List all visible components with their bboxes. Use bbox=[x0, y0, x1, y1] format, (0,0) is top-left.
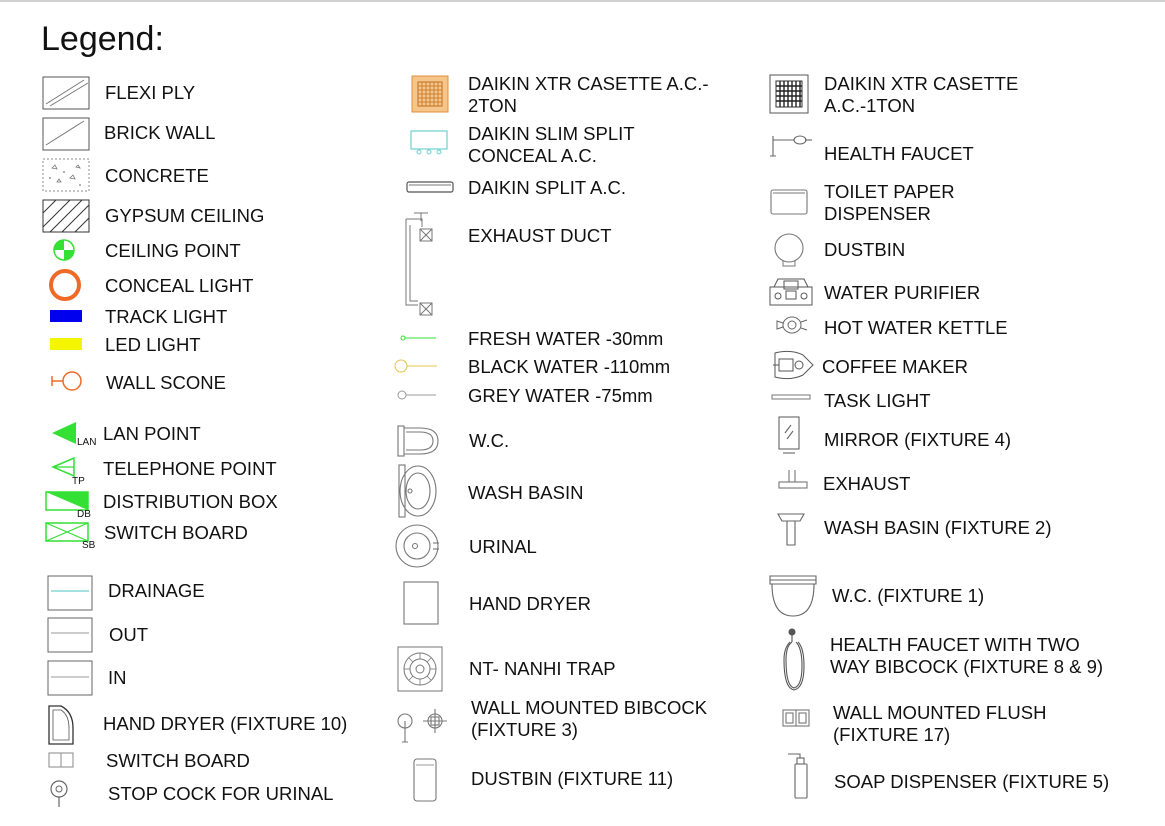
exhaust-duct-icon bbox=[398, 209, 438, 321]
wc-icon bbox=[396, 423, 442, 459]
legend-label: LAN POINT bbox=[103, 423, 201, 444]
exhaust-icon bbox=[777, 468, 809, 492]
kettle-icon bbox=[773, 314, 811, 336]
legend-label: MIRROR (FIXTURE 4) bbox=[824, 429, 1012, 450]
legend-label: WALL SCONE bbox=[106, 372, 226, 393]
legend-label: CEILING POINT bbox=[105, 240, 241, 261]
dustbin-fixture-icon bbox=[412, 757, 438, 803]
conceal-light-icon bbox=[48, 268, 82, 302]
stop-cock-icon bbox=[47, 779, 71, 809]
legend-label: W.C. (FIXTURE 1) bbox=[832, 585, 985, 606]
wall-scone-icon bbox=[50, 369, 86, 393]
legend-label: DAIKIN XTR CASETTE A.C.- 2TON bbox=[468, 73, 709, 116]
lan-point-icon bbox=[52, 422, 78, 444]
flexi-ply-icon bbox=[42, 76, 90, 110]
wc-fixture-icon bbox=[768, 574, 818, 620]
legend-label: SOAP DISPENSER (FIXTURE 5) bbox=[834, 771, 1110, 792]
in-icon bbox=[47, 660, 93, 696]
top-border bbox=[0, 0, 1165, 2]
dustbin-icon bbox=[773, 232, 807, 268]
legend-label: BLACK WATER -110mm bbox=[468, 356, 671, 377]
legend-label: CONCRETE bbox=[105, 165, 209, 186]
legend-label: STOP COCK FOR URINAL bbox=[108, 783, 334, 804]
wash-basin-icon bbox=[398, 463, 442, 519]
legend-label: HAND DRYER bbox=[469, 593, 591, 614]
legend-label: DAIKIN SPLIT A.C. bbox=[468, 177, 626, 198]
legend-label: WALL MOUNTED BIBCOCK (FIXTURE 3) bbox=[471, 697, 708, 740]
black-water-icon bbox=[393, 358, 439, 374]
split-ac-icon bbox=[405, 179, 455, 195]
legend-label: IN bbox=[108, 667, 127, 688]
switch-board-small-icon bbox=[48, 752, 74, 768]
legend-label: TELEPHONE POINT bbox=[103, 458, 277, 479]
legend-label: DAIKIN SLIM SPLIT CONCEAL A.C. bbox=[468, 123, 635, 166]
legend-label: WALL MOUNTED FLUSH (FIXTURE 17) bbox=[833, 702, 1047, 745]
legend-label: FLEXI PLY bbox=[105, 82, 196, 103]
legend-label: HAND DRYER (FIXTURE 10) bbox=[103, 713, 348, 734]
bibcock-icon bbox=[393, 706, 451, 746]
db-tag: DB bbox=[77, 509, 91, 520]
legend-label: W.C. bbox=[469, 430, 510, 451]
legend-label: LED LIGHT bbox=[105, 334, 201, 355]
legend-label: TRACK LIGHT bbox=[105, 306, 228, 327]
hand-dryer-icon bbox=[403, 581, 439, 625]
soap-dispenser-icon bbox=[784, 748, 814, 800]
water-purifier-icon bbox=[768, 277, 814, 307]
health-faucet-bibcock-icon bbox=[782, 626, 810, 692]
wall-flush-icon bbox=[781, 707, 811, 729]
legend-label: NT- NANHI TRAP bbox=[469, 658, 616, 679]
legend-label: EXHAUST bbox=[823, 473, 911, 494]
legend-label: DISTRIBUTION BOX bbox=[103, 491, 278, 512]
grey-water-icon bbox=[396, 389, 438, 401]
legend-label: DRAINAGE bbox=[108, 580, 205, 601]
coffee-maker-icon bbox=[771, 349, 817, 381]
telephone-point-icon bbox=[52, 457, 76, 477]
legend-title: Legend: bbox=[41, 20, 164, 58]
lan-tag: LAN bbox=[77, 437, 97, 448]
legend-label: FRESH WATER -30mm bbox=[468, 328, 664, 349]
mirror-icon bbox=[777, 415, 801, 455]
ceiling-point-icon bbox=[52, 238, 76, 262]
legend-label: SWITCH BOARD bbox=[106, 750, 250, 771]
led-light-icon bbox=[50, 338, 82, 350]
legend-label: EXHAUST DUCT bbox=[468, 225, 612, 246]
brick-wall-icon bbox=[42, 117, 90, 151]
track-light-icon bbox=[50, 310, 82, 322]
urinal-icon bbox=[395, 521, 441, 571]
task-light-icon bbox=[770, 392, 812, 402]
legend-label: COFFEE MAKER bbox=[822, 356, 968, 377]
pedestal-basin-icon bbox=[776, 511, 806, 549]
legend-label: HEALTH FAUCET WITH TWO WAY BIBCOCK (FIXTURE 8 & 9) bbox=[830, 634, 1104, 677]
toilet-paper-icon bbox=[769, 187, 809, 217]
legend-label: BRICK WALL bbox=[104, 122, 216, 143]
legend-label: WASH BASIN (FIXTURE 2) bbox=[824, 517, 1052, 538]
fresh-water-icon bbox=[398, 333, 438, 343]
legend-label: GYPSUM CEILING bbox=[105, 205, 265, 226]
legend-label: TOILET PAPER DISPENSER bbox=[824, 181, 955, 224]
switch-board-icon bbox=[45, 522, 89, 542]
legend-label: WATER PURIFIER bbox=[824, 282, 981, 303]
legend-label: DAIKIN XTR CASETTE A.C.-1TON bbox=[824, 73, 1019, 116]
slim-split-ac-icon bbox=[409, 129, 449, 157]
legend-label: GREY WATER -75mm bbox=[468, 385, 653, 406]
legend-label: URINAL bbox=[469, 536, 537, 557]
legend-label: OUT bbox=[109, 624, 149, 645]
legend-label: DUSTBIN (FIXTURE 11) bbox=[471, 768, 674, 789]
ac-cassette-2ton-icon bbox=[411, 75, 449, 113]
hand-dryer-fixture-icon bbox=[45, 704, 77, 746]
drainage-icon bbox=[47, 575, 93, 611]
health-faucet-icon bbox=[768, 134, 814, 164]
legend-label: TASK LIGHT bbox=[824, 390, 931, 411]
distribution-box-icon bbox=[45, 491, 89, 511]
ac-cassette-1ton-icon bbox=[769, 74, 809, 114]
nanhi-trap-icon bbox=[397, 646, 443, 692]
sb-tag: SB bbox=[82, 540, 96, 551]
gypsum-ceiling-icon bbox=[42, 199, 90, 233]
legend-label: WASH BASIN bbox=[468, 482, 584, 503]
concrete-icon bbox=[42, 158, 90, 192]
tp-tag: TP bbox=[72, 476, 85, 487]
out-icon bbox=[47, 617, 93, 653]
legend-label: HOT WATER KETTLE bbox=[824, 317, 1008, 338]
legend-label: DUSTBIN bbox=[824, 239, 906, 260]
legend-label: CONCEAL LIGHT bbox=[105, 275, 254, 296]
legend-label: HEALTH FAUCET bbox=[824, 143, 974, 164]
legend-label: SWITCH BOARD bbox=[104, 522, 248, 543]
